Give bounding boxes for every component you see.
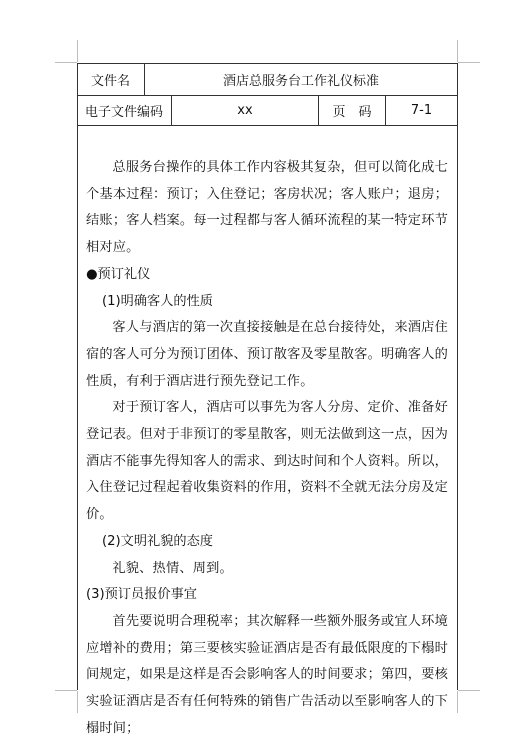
page-value: 7-1 xyxy=(410,103,433,118)
page-label: 页 码 xyxy=(332,105,372,120)
header-row-code xyxy=(77,96,457,126)
intro-paragraph: 总服务台操作的具体工作内容极其复杂，但可以简化成七个基本过程：预订；入住登记；客房状况；客人账户；退房；结账；客人档案。每一过程都与客人循环流程的某一特定环节相对应。 xyxy=(86,160,448,256)
item-2-title: (2)文明礼貌的态度 xyxy=(102,533,213,549)
item-1-paragraph-2: 对于预订客人，酒店可以事先为客人分房、定价、准备好登记表。但对于非预订的零星散客，则无法做到这一点，因为酒店不能事先得知客人的需求、到达时间和个人资料。所以，入住登记过程起着收集资料的作用，资料不全就无法分房及定价。 xyxy=(86,400,448,523)
header-row-file-name xyxy=(77,63,457,96)
crop-mark xyxy=(458,62,480,63)
crop-mark xyxy=(458,690,480,691)
code-label: 电子文件编码 xyxy=(84,105,163,120)
crop-mark xyxy=(77,40,78,62)
item-1-paragraph-1: 客人与酒店的第一次直接接触是在总台接待处，来酒店住宿的客人可分为预订团体、预订散客及零星散客。明确客人的性质，有利于酒店进行预先登记工作。 xyxy=(86,320,448,389)
item-3-title: (3)预订员报价事宜 xyxy=(86,587,197,603)
document-page xyxy=(77,63,457,736)
item-2-text: 礼貌、热情、周到。 xyxy=(112,560,233,576)
document-body xyxy=(86,155,448,742)
file-name-label: 文件名 xyxy=(90,73,130,89)
crop-mark xyxy=(55,690,77,691)
section-heading: ●预订礼仪 xyxy=(86,266,151,282)
item-1-title: (1)明确客人的性质 xyxy=(102,293,213,309)
code-value: xx xyxy=(237,103,253,118)
crop-mark xyxy=(457,40,458,62)
crop-mark xyxy=(55,62,77,63)
table-border xyxy=(77,63,78,690)
table-border xyxy=(457,63,458,690)
document-title: 酒店总服务台工作礼仪标准 xyxy=(222,73,379,89)
crop-mark xyxy=(457,691,458,713)
item-3-paragraph-1: 首先要说明合理税率；其次解释一些额外服务或宜人环境应增补的费用；第三要核实验证酒店是否有最低限度的下榻时间规定，如果是这样是否会影响客人的时间要求；第四，要核实验证酒店是否有任何特殊的销售广告活动以至影响客人的下榻时间； xyxy=(86,613,448,736)
crop-mark xyxy=(77,691,78,713)
